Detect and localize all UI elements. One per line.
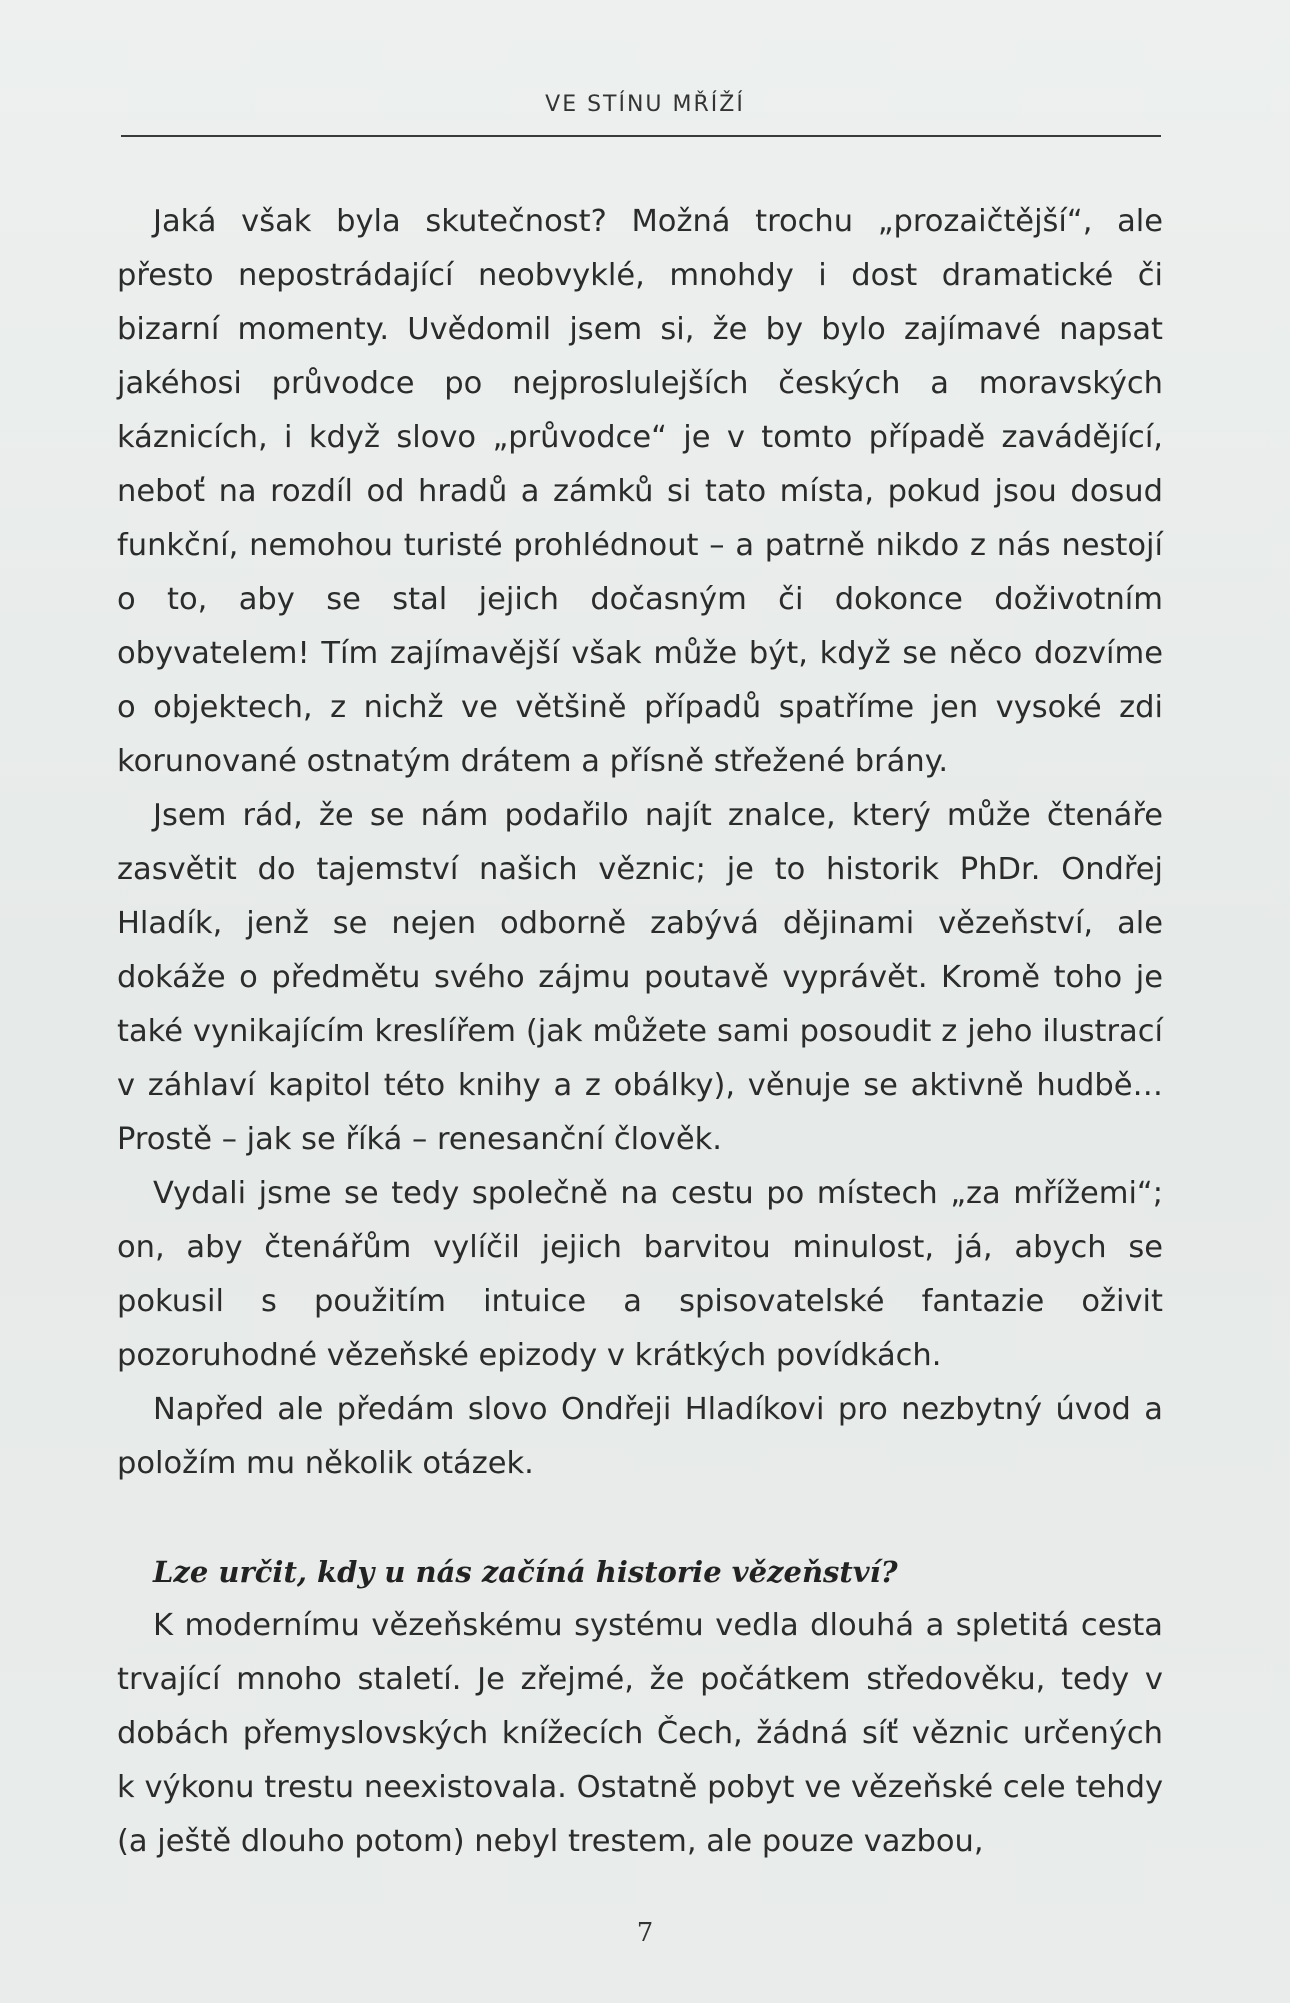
body-text <box>117 195 1163 1869</box>
page-number: 7 <box>636 1918 654 1948</box>
paragraph: Napřed ale předám slovo Ondřeji Hladíkovi pro nezbytný úvod a položím mu několik otázek. <box>117 1392 1163 1481</box>
paragraph: Vydali jsme se tedy společně na cestu po místech „za mřížemi“; on, aby čtenářům vylíčil jejich barvitou minulost, já, abych se pokusil s použitím intuice a spisovatelské fantazie oživit pozoruhodné vězeňské epizody v krátkých povídkách. <box>117 1176 1163 1373</box>
running-head: VE STÍNU MŘÍŽÍ <box>545 92 745 117</box>
section-heading: Lze určit, kdy u nás začíná historie vězeňství? <box>153 1555 898 1589</box>
paragraph: Jaká však byla skutečnost? Možná trochu „prozaičtější“, ale přesto nepostrádající neobvyklé, mnohdy i dost dramatické či bizarní momenty. Uvědomil jsem si, že by bylo zajímavé napsat jakéhosi průvodce po nejproslulejších českých a moravských káznicích, i když slovo „průvodce“ je v tomto případě zavádějící, neboť na rozdíl od hradů a zámků si tato místa, pokud jsou dosud funkční, nemohou turisté prohlédnout – a patrně nikdo z nás nestojí o to, aby se stal jejich dočasným či dokonce doživotním obyvatelem! Tím zajímavější však může být, když se něco dozvíme o objektech, z nichž ve většině případů spatříme jen vysoké zdi korunované ostnatým drátem a přísně střežené brány. <box>117 204 1163 779</box>
header-rule <box>121 135 1161 137</box>
paragraph: Jsem rád, že se nám podařilo najít znalce, který může čtenáře zasvětit do tajemství našich věznic; je to historik PhDr. Ondřej Hladík, jenž se nejen odborně zabývá dějinami vězeňství, ale dokáže o předmětu svého zájmu poutavě vyprávět. Kromě toho je také vynikajícím kreslířem (jak můžete sami posoudit z jeho ilustrací v záhlaví kapitol této knihy a z obálky), věnuje se aktivně hudbě… Prostě – jak se říká – renesanční člověk. <box>117 798 1163 1157</box>
paragraph: K modernímu vězeňskému systému vedla dlouhá a spletitá cesta trvající mnoho staletí. Je zřejmé, že počátkem středověku, tedy v dobách přemyslovských knížecích Čech, žádná síť věznic určených k výkonu trestu neexistovala. Ostatně pobyt ve vězeňské cele tehdy (a ještě dlouho potom) nebyl trestem, ale pouze vazbou, <box>117 1608 1163 1859</box>
